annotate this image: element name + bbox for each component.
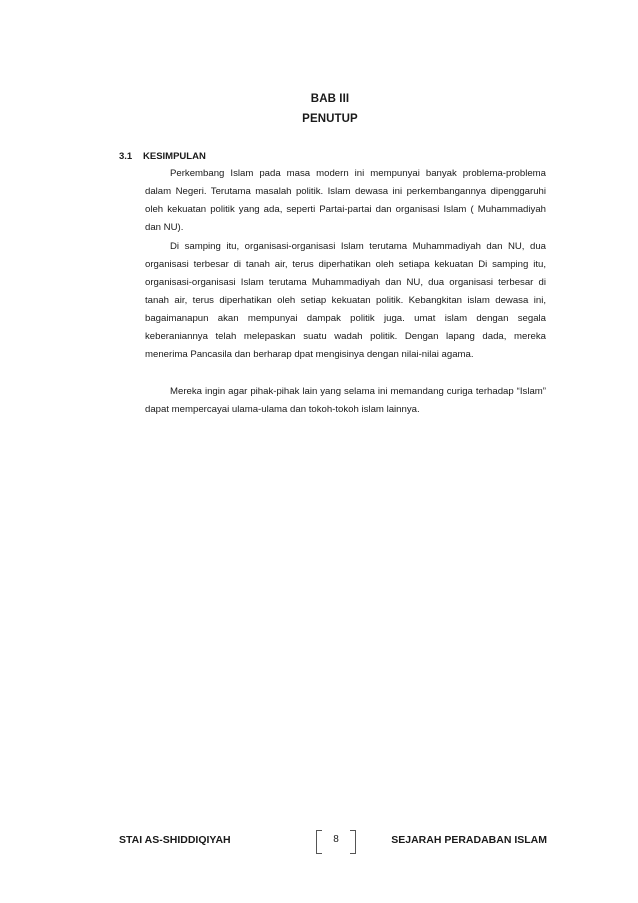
right-bracket-icon: [350, 830, 356, 854]
section-number: 3.1: [119, 151, 133, 162]
chapter-number: BAB III: [310, 93, 350, 105]
paragraph-3: Mereka ingin agar pihak-pihak lain yang selama ini memandang curiga terhadap “Islam” dapat mempercayai ulama-ulama dan tokoh-tokoh islam lainnya.: [145, 386, 546, 415]
chapter-title: PENUTUP: [302, 113, 358, 125]
section-title: KESIMPULAN: [143, 151, 206, 162]
footer-course-title: SEJARAH PERADABAN ISLAM: [391, 834, 547, 846]
paragraph-2: Di samping itu, organisasi-organisasi Islam terutama Muhammadiyah dan NU, dua organisasi terbesar di tanah air, terus diperhatikan oleh setiapa kekuatan Di samping itu, organisasi-organisasi Islam terutama Muhammadiyah dan NU, dua organisasi terbesar di tanah air, terus diperhatikan oleh setiap kekuatan politik. Kebangkitan islam dewasa ini, bagaimanapun akan mempunyai dampak politik juga. umat islam dengan segala keberaniannya telah melepaskan suatu wadah politik. Dengan lapang dada, mereka menerima Pancasila dan berharap dpat mengisinya dengan nilai-nilai agama.: [145, 241, 546, 360]
paragraph-1: Perkembang Islam pada masa modern ini mempunyai banyak problema-problema dalam Negeri. Terutama masalah politik. Islam dewasa ini perkembangannya dipenggaruhi oleh kekuatan politik yang ada, seperti Partai-partai dan organisasi Islam ( Muhammadiyah dan NU).: [145, 168, 546, 233]
page-footer: [0, 830, 638, 854]
section-heading: [119, 151, 206, 162]
page-number-box: [316, 830, 356, 854]
page-number: 8: [333, 834, 339, 845]
footer-institution: STAI AS-SHIDDIQIYAH: [119, 834, 231, 846]
